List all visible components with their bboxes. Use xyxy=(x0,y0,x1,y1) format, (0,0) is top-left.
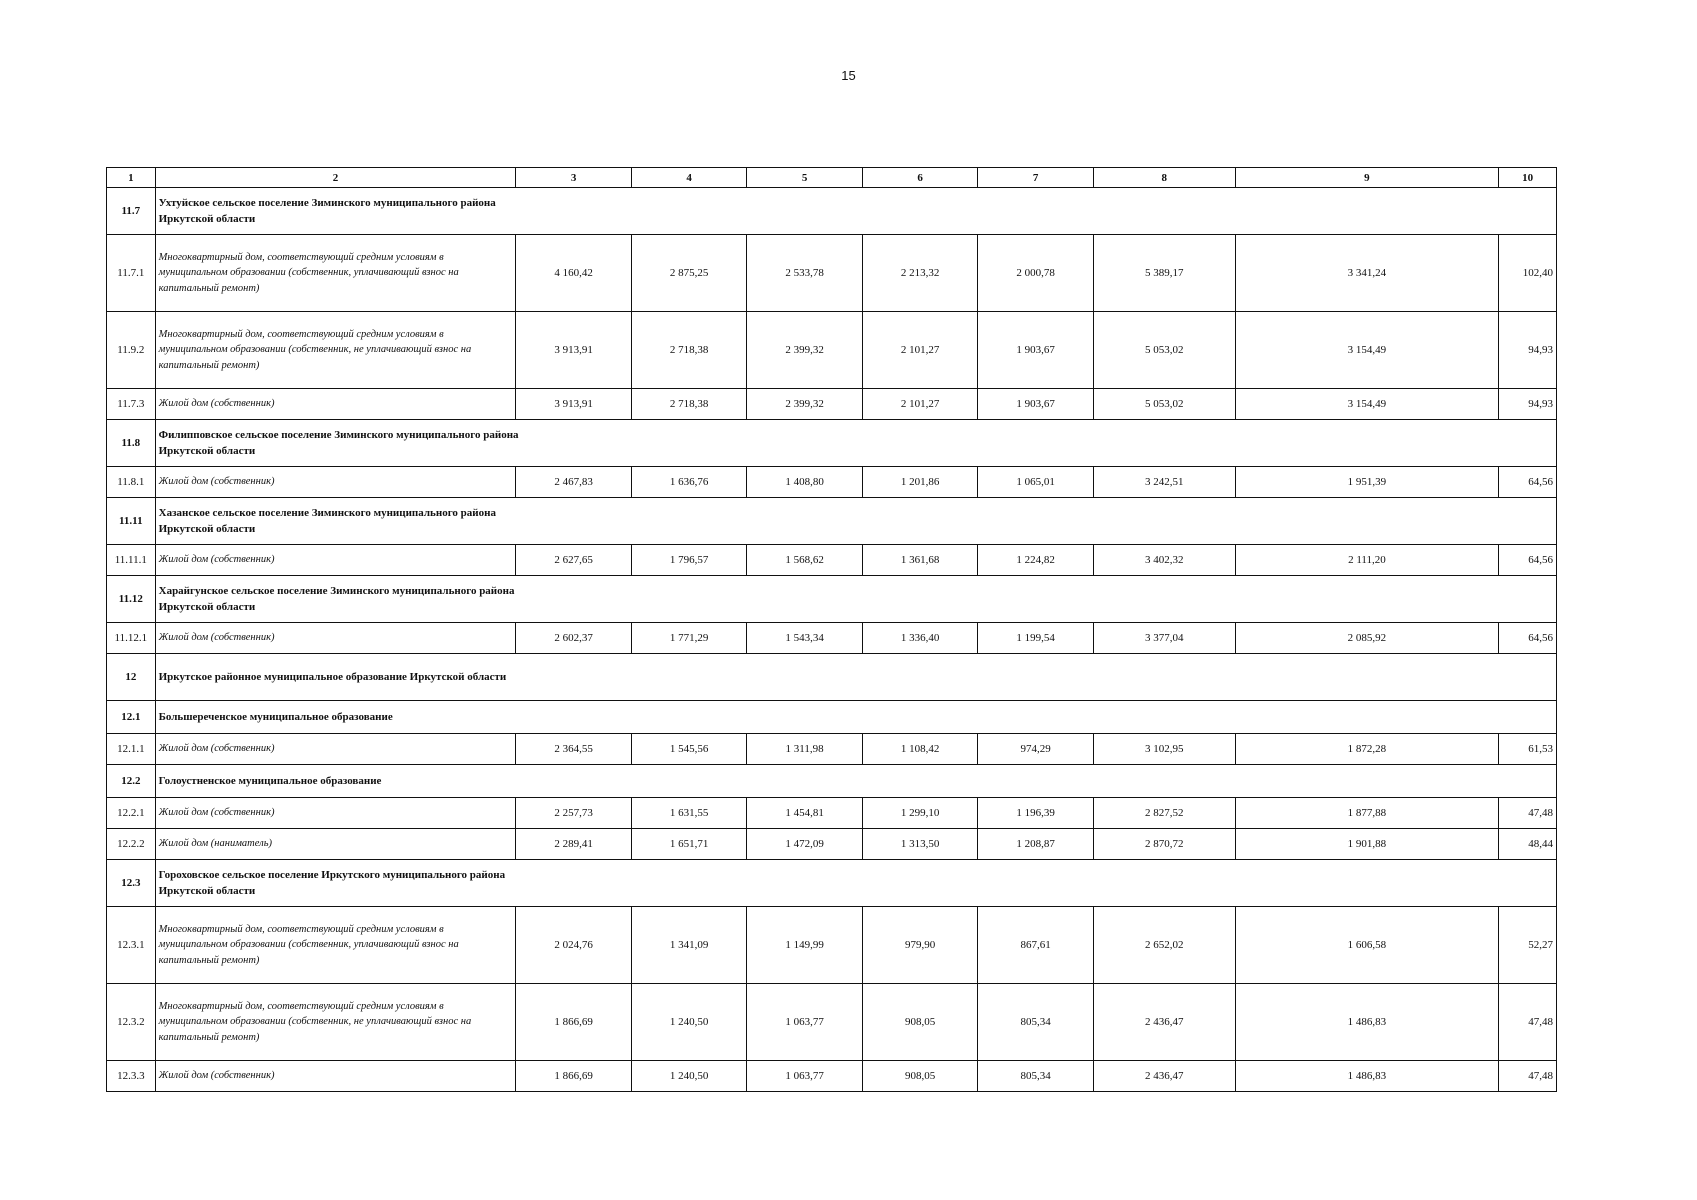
column-header: 4 xyxy=(631,168,747,188)
value-cell-col-7: 1 208,87 xyxy=(978,829,1094,860)
value-cell-col-4: 2 718,38 xyxy=(631,389,747,420)
page-number: 15 xyxy=(841,68,856,83)
section-number: 12.2 xyxy=(107,765,156,798)
value-cell-col-7: 1 196,39 xyxy=(978,798,1094,829)
row-number: 11.12.1 xyxy=(107,623,156,654)
table-body xyxy=(107,168,1557,1092)
value-cell-col-10: 47,48 xyxy=(1499,984,1557,1061)
housing-type: Жилой дом (собственник) xyxy=(158,807,275,819)
section-row xyxy=(107,654,1557,701)
column-header: 8 xyxy=(1093,168,1235,188)
value-cell-col-4: 1 240,50 xyxy=(631,984,747,1061)
row-number: 12.3.2 xyxy=(107,984,156,1061)
value-cell-col-7: 1 903,67 xyxy=(978,312,1094,389)
value-cell-col-10: 64,56 xyxy=(1499,623,1557,654)
column-header: 10 xyxy=(1499,168,1557,188)
value-cell-col-8: 2 870,72 xyxy=(1093,829,1235,860)
value-cell-col-3: 2 467,83 xyxy=(516,467,632,498)
column-header: 7 xyxy=(978,168,1094,188)
value-cell-col-8: 5 389,17 xyxy=(1093,235,1235,312)
value-cell-col-5: 1 568,62 xyxy=(747,545,863,576)
value-cell-col-8: 2 436,47 xyxy=(1093,1061,1235,1092)
housing-type: Многоквартирный дом, соответствующий средним условиям в муниципальном образовании (собственник, не уплачивающий взнос на капитальный ремонт) xyxy=(158,1001,472,1043)
section-row xyxy=(107,188,1557,235)
value-cell-col-8: 2 436,47 xyxy=(1093,984,1235,1061)
value-cell-col-7: 805,34 xyxy=(978,1061,1094,1092)
value-cell-col-9: 3 154,49 xyxy=(1235,312,1498,389)
value-cell-col-7: 867,61 xyxy=(978,907,1094,984)
section-title: Голоустненское муниципальное образование xyxy=(158,774,382,787)
value-cell-col-8: 2 652,02 xyxy=(1093,907,1235,984)
value-cell-col-6: 1 361,68 xyxy=(862,545,978,576)
value-cell-col-10: 94,93 xyxy=(1499,389,1557,420)
value-cell-col-8: 2 827,52 xyxy=(1093,798,1235,829)
section-cell xyxy=(155,701,1556,734)
section-number: 12.1 xyxy=(107,701,156,734)
value-cell-col-6: 1 336,40 xyxy=(862,623,978,654)
value-cell-col-7: 1 065,01 xyxy=(978,467,1094,498)
housing-type-cell xyxy=(155,734,516,765)
value-cell-col-3: 1 866,69 xyxy=(516,984,632,1061)
value-cell-col-3: 3 913,91 xyxy=(516,312,632,389)
value-cell-col-9: 3 341,24 xyxy=(1235,235,1498,312)
value-cell-col-5: 2 399,32 xyxy=(747,312,863,389)
section-title: Харайгунское сельское поселение Зиминского муниципального района Иркутской области xyxy=(158,584,515,613)
section-cell xyxy=(155,498,1556,545)
value-cell-col-5: 1 063,77 xyxy=(747,1061,863,1092)
value-cell-col-5: 1 408,80 xyxy=(747,467,863,498)
data-row xyxy=(107,1061,1557,1092)
section-number: 11.11 xyxy=(107,498,156,545)
section-row xyxy=(107,765,1557,798)
value-cell-col-9: 2 111,20 xyxy=(1235,545,1498,576)
value-cell-col-6: 979,90 xyxy=(862,907,978,984)
row-number: 11.7.1 xyxy=(107,235,156,312)
section-cell xyxy=(155,188,1556,235)
value-cell-col-6: 1 299,10 xyxy=(862,798,978,829)
value-cell-col-6: 2 213,32 xyxy=(862,235,978,312)
value-cell-col-4: 1 631,55 xyxy=(631,798,747,829)
value-cell-col-10: 64,56 xyxy=(1499,467,1557,498)
section-number: 12 xyxy=(107,654,156,701)
column-header: 3 xyxy=(516,168,632,188)
row-number: 12.2.1 xyxy=(107,798,156,829)
value-cell-col-4: 1 771,29 xyxy=(631,623,747,654)
value-cell-col-5: 1 472,09 xyxy=(747,829,863,860)
value-cell-col-4: 1 796,57 xyxy=(631,545,747,576)
section-cell xyxy=(155,860,1556,907)
data-row xyxy=(107,798,1557,829)
header-row xyxy=(107,168,1557,188)
housing-type-cell xyxy=(155,623,516,654)
section-row xyxy=(107,701,1557,734)
housing-type: Жилой дом (собственник) xyxy=(158,1070,275,1082)
housing-type: Жилой дом (собственник) xyxy=(158,554,275,566)
value-cell-col-8: 5 053,02 xyxy=(1093,312,1235,389)
housing-type-cell xyxy=(155,467,516,498)
value-cell-col-9: 1 486,83 xyxy=(1235,984,1498,1061)
column-header: 2 xyxy=(155,168,516,188)
row-number: 12.1.1 xyxy=(107,734,156,765)
section-row xyxy=(107,576,1557,623)
value-cell-col-3: 1 866,69 xyxy=(516,1061,632,1092)
value-cell-col-5: 2 533,78 xyxy=(747,235,863,312)
data-row xyxy=(107,623,1557,654)
section-number: 11.8 xyxy=(107,420,156,467)
value-cell-col-6: 1 313,50 xyxy=(862,829,978,860)
value-cell-col-5: 1 149,99 xyxy=(747,907,863,984)
data-row xyxy=(107,467,1557,498)
section-row xyxy=(107,420,1557,467)
value-cell-col-10: 48,44 xyxy=(1499,829,1557,860)
value-cell-col-6: 1 108,42 xyxy=(862,734,978,765)
value-cell-col-7: 805,34 xyxy=(978,984,1094,1061)
value-cell-col-6: 908,05 xyxy=(862,984,978,1061)
section-row xyxy=(107,860,1557,907)
value-cell-col-3: 2 602,37 xyxy=(516,623,632,654)
value-cell-col-4: 1 636,76 xyxy=(631,467,747,498)
housing-type: Многоквартирный дом, соответствующий средним условиям в муниципальном образовании (собственник, уплачивающий взнос на капитальный ремонт) xyxy=(158,252,459,294)
row-number: 12.2.2 xyxy=(107,829,156,860)
data-row xyxy=(107,907,1557,984)
value-cell-col-3: 2 364,55 xyxy=(516,734,632,765)
value-cell-col-7: 1 199,54 xyxy=(978,623,1094,654)
section-cell xyxy=(155,654,1556,701)
section-cell xyxy=(155,576,1556,623)
section-cell xyxy=(155,765,1556,798)
value-cell-col-5: 1 063,77 xyxy=(747,984,863,1061)
value-cell-col-4: 1 240,50 xyxy=(631,1061,747,1092)
data-row xyxy=(107,312,1557,389)
value-cell-col-5: 2 399,32 xyxy=(747,389,863,420)
value-cell-col-8: 3 242,51 xyxy=(1093,467,1235,498)
tariff-table xyxy=(106,167,1557,1092)
value-cell-col-3: 2 627,65 xyxy=(516,545,632,576)
row-number: 11.7.3 xyxy=(107,389,156,420)
housing-type-cell xyxy=(155,829,516,860)
housing-type-cell xyxy=(155,1061,516,1092)
row-number: 11.9.2 xyxy=(107,312,156,389)
housing-type-cell xyxy=(155,545,516,576)
value-cell-col-5: 1 311,98 xyxy=(747,734,863,765)
value-cell-col-10: 61,53 xyxy=(1499,734,1557,765)
housing-type: Многоквартирный дом, соответствующий средним условиям в муниципальном образовании (собственник, уплачивающий взнос на капитальный ремонт) xyxy=(158,924,459,966)
value-cell-col-7: 1 224,82 xyxy=(978,545,1094,576)
value-cell-col-10: 102,40 xyxy=(1499,235,1557,312)
value-cell-col-8: 5 053,02 xyxy=(1093,389,1235,420)
value-cell-col-5: 1 454,81 xyxy=(747,798,863,829)
data-row xyxy=(107,545,1557,576)
value-cell-col-5: 1 543,34 xyxy=(747,623,863,654)
value-cell-col-10: 64,56 xyxy=(1499,545,1557,576)
housing-type: Жилой дом (собственник) xyxy=(158,476,275,488)
section-title: Хазанское сельское поселение Зиминского муниципального района Иркутской области xyxy=(158,506,496,535)
housing-type-cell xyxy=(155,907,516,984)
housing-type-cell xyxy=(155,312,516,389)
value-cell-col-8: 3 102,95 xyxy=(1093,734,1235,765)
value-cell-col-9: 1 951,39 xyxy=(1235,467,1498,498)
section-title: Большереченское муниципальное образование xyxy=(158,710,393,723)
value-cell-col-7: 1 903,67 xyxy=(978,389,1094,420)
section-title: Ухтуйское сельское поселение Зиминского муниципального района Иркутской области xyxy=(158,196,496,225)
housing-type: Жилой дом (наниматель) xyxy=(158,838,273,850)
value-cell-col-10: 47,48 xyxy=(1499,1061,1557,1092)
value-cell-col-4: 2 718,38 xyxy=(631,312,747,389)
value-cell-col-10: 47,48 xyxy=(1499,798,1557,829)
data-row xyxy=(107,389,1557,420)
value-cell-col-6: 2 101,27 xyxy=(862,389,978,420)
column-header: 1 xyxy=(107,168,156,188)
value-cell-col-4: 2 875,25 xyxy=(631,235,747,312)
data-row xyxy=(107,829,1557,860)
data-row xyxy=(107,984,1557,1061)
column-header: 9 xyxy=(1235,168,1498,188)
value-cell-col-3: 2 024,76 xyxy=(516,907,632,984)
section-title: Филипповское сельское поселение Зиминского муниципального района Иркутской области xyxy=(158,428,519,457)
data-row xyxy=(107,734,1557,765)
value-cell-col-7: 2 000,78 xyxy=(978,235,1094,312)
row-number: 11.8.1 xyxy=(107,467,156,498)
value-cell-col-9: 1 872,28 xyxy=(1235,734,1498,765)
section-row xyxy=(107,498,1557,545)
column-header: 6 xyxy=(862,168,978,188)
housing-type-cell xyxy=(155,235,516,312)
value-cell-col-10: 52,27 xyxy=(1499,907,1557,984)
housing-type-cell xyxy=(155,798,516,829)
row-number: 11.11.1 xyxy=(107,545,156,576)
value-cell-col-7: 974,29 xyxy=(978,734,1094,765)
row-number: 12.3.1 xyxy=(107,907,156,984)
value-cell-col-8: 3 402,32 xyxy=(1093,545,1235,576)
value-cell-col-9: 1 606,58 xyxy=(1235,907,1498,984)
row-number: 12.3.3 xyxy=(107,1061,156,1092)
value-cell-col-6: 1 201,86 xyxy=(862,467,978,498)
value-cell-col-3: 2 289,41 xyxy=(516,829,632,860)
housing-type-cell xyxy=(155,389,516,420)
column-header: 5 xyxy=(747,168,863,188)
value-cell-col-4: 1 651,71 xyxy=(631,829,747,860)
value-cell-col-6: 908,05 xyxy=(862,1061,978,1092)
section-cell xyxy=(155,420,1556,467)
housing-type-cell xyxy=(155,984,516,1061)
housing-type: Жилой дом (собственник) xyxy=(158,743,275,755)
value-cell-col-8: 3 377,04 xyxy=(1093,623,1235,654)
housing-type: Жилой дом (собственник) xyxy=(158,632,275,644)
section-number: 11.12 xyxy=(107,576,156,623)
housing-type: Многоквартирный дом, соответствующий средним условиям в муниципальном образовании (собственник, не уплачивающий взнос на капитальный ремонт) xyxy=(158,329,472,371)
section-number: 11.7 xyxy=(107,188,156,235)
value-cell-col-3: 3 913,91 xyxy=(516,389,632,420)
section-number: 12.3 xyxy=(107,860,156,907)
value-cell-col-10: 94,93 xyxy=(1499,312,1557,389)
value-cell-col-9: 1 486,83 xyxy=(1235,1061,1498,1092)
housing-type: Жилой дом (собственник) xyxy=(158,398,275,410)
value-cell-col-9: 1 877,88 xyxy=(1235,798,1498,829)
section-title: Иркутское районное муниципальное образование Иркутской области xyxy=(158,670,507,683)
value-cell-col-3: 2 257,73 xyxy=(516,798,632,829)
section-title: Гороховское сельское поселение Иркутского муниципального района Иркутской области xyxy=(158,868,506,897)
value-cell-col-9: 3 154,49 xyxy=(1235,389,1498,420)
value-cell-col-4: 1 341,09 xyxy=(631,907,747,984)
value-cell-col-4: 1 545,56 xyxy=(631,734,747,765)
value-cell-col-9: 2 085,92 xyxy=(1235,623,1498,654)
value-cell-col-6: 2 101,27 xyxy=(862,312,978,389)
data-row xyxy=(107,235,1557,312)
value-cell-col-9: 1 901,88 xyxy=(1235,829,1498,860)
value-cell-col-3: 4 160,42 xyxy=(516,235,632,312)
